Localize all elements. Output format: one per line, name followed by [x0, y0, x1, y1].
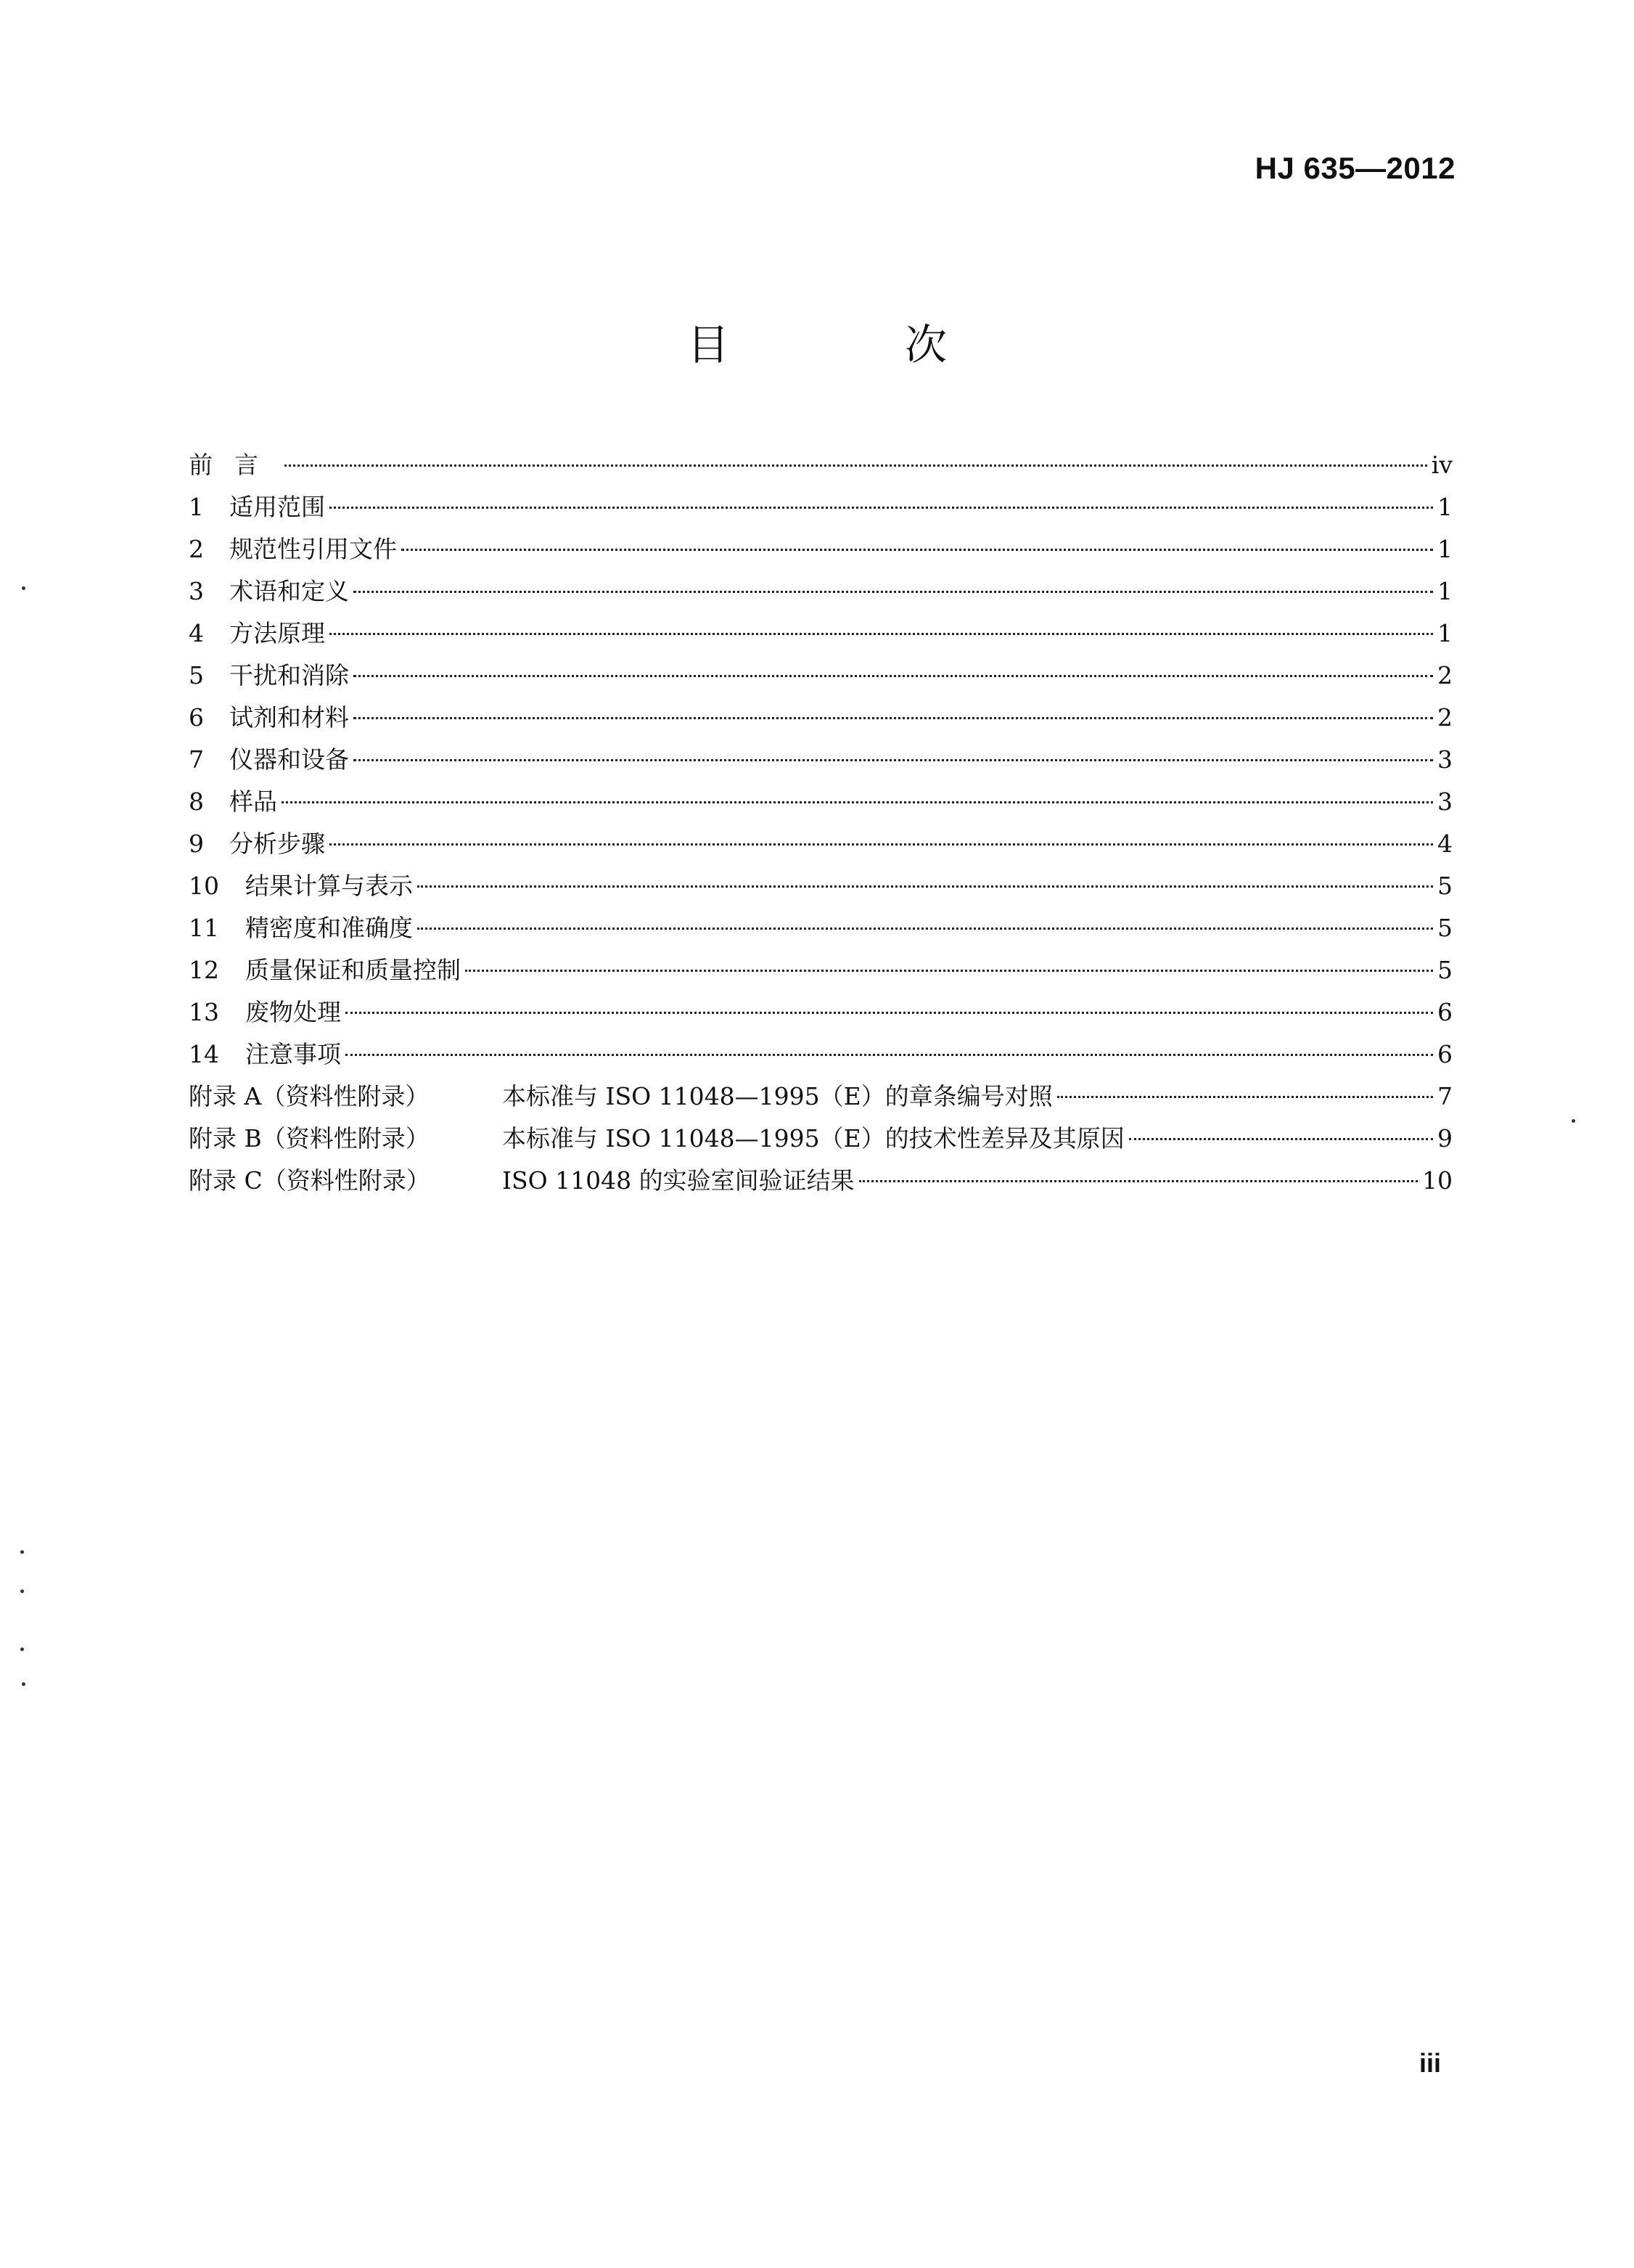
toc-appendix-a[interactable] [189, 1076, 1453, 1118]
appendix-label: ISO 11048 的实验室间验证结果 [502, 1166, 855, 1195]
toc-entry[interactable] [189, 907, 1453, 949]
toc-entry-page: 4 [1437, 830, 1453, 858]
leader-dots [282, 801, 1433, 803]
appendix-prefix: 附录 C（资料性附录） [189, 1166, 430, 1195]
toc-entry[interactable] [189, 865, 1453, 907]
toc-entry-preface[interactable] [189, 444, 1453, 486]
toc-entry-number: 9 [189, 830, 204, 858]
leader-dots [353, 675, 1433, 677]
toc-entry[interactable] [189, 739, 1453, 781]
toc-entry-number: 8 [189, 787, 204, 816]
toc-entry-label: 干扰和消除 [229, 661, 349, 689]
toc-entry[interactable] [189, 991, 1453, 1033]
toc-entry[interactable] [189, 823, 1453, 865]
toc-entry-page: 1 [1437, 577, 1453, 605]
toc-entry-page: 5 [1437, 914, 1453, 942]
toc-entry-page: 3 [1437, 787, 1453, 816]
toc-entry-number: 10 [189, 872, 219, 900]
toc-entry-page: 1 [1437, 493, 1453, 521]
leader-dots [417, 885, 1433, 888]
toc-entry-page: 3 [1437, 745, 1453, 774]
appendix-label: 本标准与 ISO 11048—1995（E）的章条编号对照 [502, 1082, 1053, 1110]
toc-entry-page: 6 [1437, 1040, 1453, 1068]
toc-entry-label: 注意事项 [245, 1040, 341, 1068]
leader-dots [401, 549, 1433, 551]
toc-entry[interactable] [189, 781, 1453, 823]
toc-entry-page: iv [1431, 451, 1453, 479]
leader-dots [859, 1180, 1418, 1182]
toc-entry[interactable] [189, 613, 1453, 655]
leader-dots [329, 843, 1433, 846]
appendix-prefix: 附录 A（资料性附录） [189, 1082, 430, 1110]
leader-dots [353, 591, 1433, 593]
leader-dots [465, 970, 1433, 972]
appendix-prefix: 附录 B（资料性附录） [189, 1124, 430, 1153]
leader-dots [284, 464, 1427, 467]
table-of-contents [189, 444, 1453, 1202]
toc-entry-page: 6 [1437, 998, 1453, 1026]
toc-entry-label: 精密度和准确度 [245, 914, 413, 942]
leader-dots [1129, 1138, 1433, 1140]
toc-entry-number: 6 [189, 703, 204, 732]
leader-dots [329, 633, 1433, 635]
scan-speck [20, 1647, 24, 1651]
scan-speck [20, 1550, 24, 1554]
toc-entry-label: 分析步骤 [229, 830, 325, 858]
page-title: 目 次 [686, 320, 1014, 369]
toc-entry-number: 2 [189, 535, 204, 563]
toc-entry[interactable] [189, 1033, 1453, 1076]
toc-entry-label: 试剂和材料 [229, 703, 349, 732]
toc-entry-label: 术语和定义 [229, 577, 349, 605]
toc-entry-page: 2 [1437, 703, 1453, 732]
appendix-page: 7 [1437, 1082, 1453, 1110]
toc-entry[interactable] [189, 570, 1453, 613]
toc-entry[interactable] [189, 949, 1453, 991]
toc-entry-number: 1 [189, 493, 204, 521]
toc-entry-label: 结果计算与表示 [245, 872, 413, 900]
toc-appendix-c[interactable] [189, 1160, 1453, 1202]
appendix-label: 本标准与 ISO 11048—1995（E）的技术性差异及其原因 [502, 1124, 1125, 1153]
toc-entry-label: 适用范围 [229, 493, 325, 521]
toc-entry-number: 12 [189, 956, 219, 984]
toc-entry-label: 规范性引用文件 [229, 535, 397, 563]
leader-dots [1057, 1096, 1433, 1098]
toc-entry[interactable] [189, 655, 1453, 697]
toc-entry-label: 样品 [229, 787, 277, 816]
toc-entry-label: 废物处理 [245, 998, 341, 1026]
toc-entry-number: 13 [189, 998, 219, 1026]
leader-dots [329, 507, 1433, 509]
toc-entry[interactable] [189, 528, 1453, 570]
leader-dots [353, 759, 1433, 761]
page-number: iii [1419, 2048, 1441, 2078]
toc-entry-number: 14 [189, 1040, 219, 1068]
scan-speck [22, 1682, 25, 1686]
scan-speck [20, 1589, 24, 1593]
toc-entry-page: 2 [1437, 661, 1453, 689]
appendix-page: 9 [1437, 1124, 1453, 1153]
leader-dots [353, 717, 1433, 719]
toc-entry[interactable] [189, 697, 1453, 739]
toc-entry-number: 5 [189, 661, 204, 689]
toc-entry-page: 1 [1437, 619, 1453, 647]
toc-entry-page: 5 [1437, 872, 1453, 900]
toc-entry[interactable] [189, 486, 1453, 528]
leader-dots [345, 1012, 1433, 1014]
toc-entry-label: 方法原理 [229, 619, 325, 647]
toc-entry-number: 7 [189, 745, 204, 774]
toc-entry-number: 11 [189, 914, 219, 942]
standard-code: HJ 635—2012 [1255, 151, 1456, 185]
toc-entry-page: 1 [1437, 535, 1453, 563]
scan-speck [22, 586, 25, 590]
toc-entry-label: 质量保证和质量控制 [245, 956, 461, 984]
toc-entry-number: 3 [189, 577, 204, 605]
scan-speck [1572, 1119, 1575, 1123]
toc-entry-label: 前言 [189, 451, 280, 479]
leader-dots [345, 1054, 1433, 1056]
toc-appendix-b[interactable] [189, 1118, 1453, 1160]
toc-entry-page: 5 [1437, 956, 1453, 984]
toc-entry-number: 4 [189, 619, 204, 647]
leader-dots [417, 928, 1433, 930]
toc-entry-label: 仪器和设备 [229, 745, 349, 774]
appendix-page: 10 [1422, 1166, 1453, 1195]
